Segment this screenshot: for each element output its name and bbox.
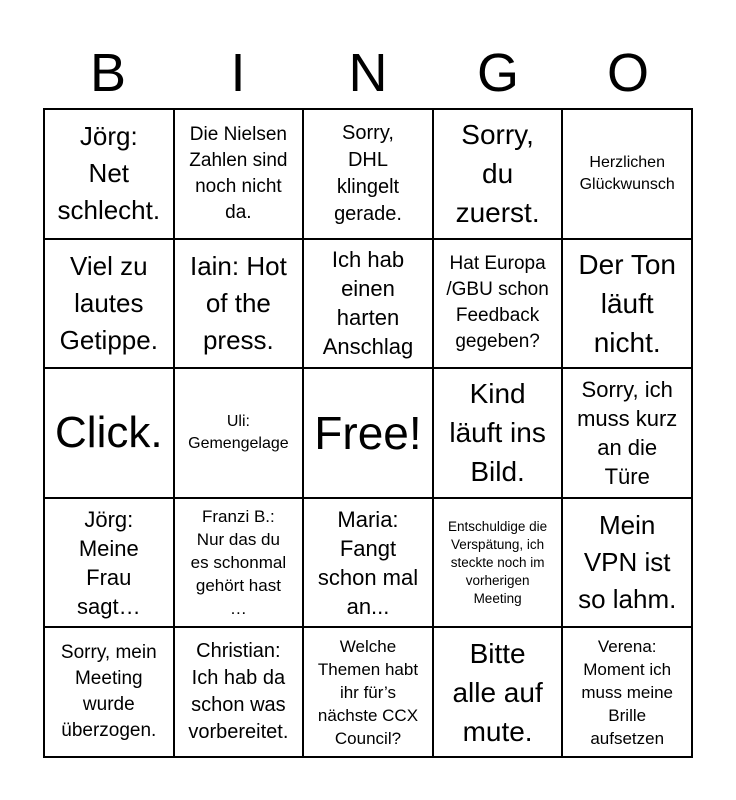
cell-text: Click.: [55, 407, 163, 457]
free-space: Free!: [314, 406, 422, 459]
bingo-cell-r1c4[interactable]: [433, 109, 563, 239]
bingo-cell-r2c5[interactable]: [562, 239, 692, 369]
cell-text: Maria: Fangt schon mal an...: [317, 506, 419, 619]
bingo-cell-r2c4[interactable]: [433, 239, 563, 369]
bingo-cell-r4c4[interactable]: [433, 498, 563, 628]
cell-text: Sorry, du zuerst.: [455, 119, 540, 229]
bingo-cell-r3c2[interactable]: [174, 368, 304, 498]
bingo-cell-r5c3[interactable]: [303, 627, 433, 757]
cell-text: Welche Themen habt ihr für’s nächste CCX Council?: [317, 636, 419, 748]
bingo-cell-r3c1[interactable]: [44, 368, 174, 498]
cell-text: Mein VPN ist so lahm.: [578, 510, 677, 615]
bingo-cell-r5c4[interactable]: [433, 627, 563, 757]
bingo-cell-r5c5[interactable]: [562, 627, 692, 757]
header-letter-i: I: [230, 43, 246, 103]
cell-text: Viel zu lautes Getippe.: [59, 250, 158, 355]
cell-text: Entschuldige die Verspätung, ich steckte noch im vorherigen Meeting: [448, 518, 548, 606]
cell-text: Der Ton läuft nicht.: [578, 248, 676, 358]
cell-text: Verena: Moment ich muss meine Brille aufsetzen: [581, 636, 674, 748]
cell-text: Christian: Ich hab da schon was vorbereitet.: [188, 640, 289, 744]
header-letter-g: G: [476, 43, 519, 103]
bingo-cell-r2c2[interactable]: [174, 239, 304, 369]
header-letter-b: B: [89, 43, 127, 103]
bingo-cell-r2c1[interactable]: [44, 239, 174, 369]
bingo-cell-r5c1[interactable]: [44, 627, 174, 757]
bingo-cell-r4c2[interactable]: [174, 498, 304, 628]
cell-text: Herzlichen Glückwunsch: [579, 153, 675, 193]
bingo-cell-r4c3[interactable]: [303, 498, 433, 628]
bingo-cell-r4c1[interactable]: [44, 498, 174, 628]
cell-text: Die Nielsen Zahlen sind noch nicht da.: [189, 123, 288, 223]
bingo-cell-r5c2[interactable]: [174, 627, 304, 757]
header-letter-o: O: [606, 43, 649, 103]
bingo-cell-r1c1[interactable]: [44, 109, 174, 239]
bingo-header: [43, 40, 693, 106]
bingo-cell-r2c3[interactable]: [303, 239, 433, 369]
cell-text: Hat Europa /GBU schon Feedback gegeben?: [446, 253, 549, 353]
bingo-cell-r1c3[interactable]: [303, 109, 433, 239]
bingo-cell-r3c5[interactable]: [562, 368, 692, 498]
bingo-cell-r3c3[interactable]: [303, 368, 433, 498]
cell-text: Sorry, mein Meeting wurde überzogen.: [60, 642, 157, 742]
cell-text: Jörg: Net schlecht.: [57, 121, 161, 226]
cell-text: Kind läuft ins Bild.: [449, 378, 546, 488]
cell-text: Bitte alle auf mute.: [452, 637, 543, 747]
bingo-cell-r4c5[interactable]: [562, 498, 692, 628]
cell-text: Uli: Gemengelage: [188, 412, 289, 452]
cell-text: Jörg: Meine Frau sagt…: [77, 506, 141, 619]
bingo-card-grid: [43, 108, 693, 758]
cell-text: Franzi B.: Nur das du es schonmal gehört hast …: [190, 507, 287, 619]
cell-text: Ich hab einen harten Anschlag: [322, 247, 414, 360]
cell-text: Iain: Hot of the press.: [189, 250, 287, 355]
bingo-cell-r3c4[interactable]: [433, 368, 563, 498]
bingo-cell-r1c2[interactable]: [174, 109, 304, 239]
cell-text: Sorry, DHL klingelt gerade.: [334, 121, 402, 225]
cell-text: Sorry, ich muss kurz an die Türe: [577, 376, 678, 489]
bingo-cell-r1c5[interactable]: [562, 109, 692, 239]
header-letter-n: N: [348, 43, 388, 103]
